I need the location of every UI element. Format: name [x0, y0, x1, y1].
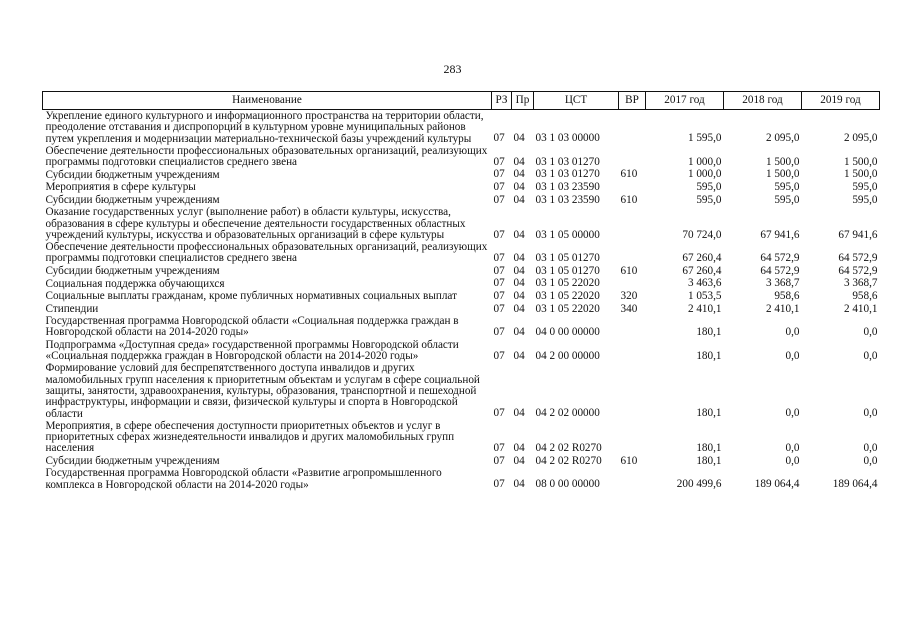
table-row: [43, 168, 880, 181]
table-row: [43, 339, 880, 363]
row-pr: 04: [513, 252, 525, 265]
table-row: [43, 241, 880, 265]
row-pr: 04: [513, 478, 525, 491]
row-name: Укрепление единого культурного и информационного пространства на территории области, преодоление отставания и диспропорций в культурном уровне муниципальных районов путем укрепления и модернизации материально-технической базы учреждений культуры: [45, 110, 484, 145]
row-vr: 340: [620, 302, 638, 315]
row-vr: 610: [620, 168, 638, 181]
row-rz: 07: [493, 289, 505, 302]
row-name: Социальная поддержка обучающихся: [45, 277, 225, 290]
row-2019: 67 941,6: [838, 228, 878, 241]
row-pr: 04: [513, 228, 525, 241]
row-2017: 180,1: [696, 454, 722, 467]
row-pr: 04: [513, 442, 525, 455]
table-row: [43, 265, 880, 278]
row-cst: 04 2 02 R0270: [535, 454, 602, 467]
row-2019: 0,0: [863, 407, 878, 420]
table-row: [43, 277, 880, 290]
row-cst: 03 1 05 22020: [535, 302, 600, 315]
table-row: [43, 290, 880, 303]
row-2017: 180,1: [696, 326, 722, 339]
row-pr: 04: [513, 181, 525, 194]
row-2018: 189 064,4: [754, 478, 800, 491]
row-2018: 1 500,0: [765, 155, 800, 168]
table-row: [43, 315, 880, 339]
table-row: [43, 420, 880, 455]
row-rz: 07: [493, 277, 505, 290]
table-row: [43, 362, 880, 419]
row-2017: 180,1: [696, 442, 722, 455]
row-2017: 595,0: [696, 193, 722, 206]
row-vr: [619, 277, 646, 290]
row-name: Формирование условий для беспрепятственного доступа инвалидов и других маломобильных групп населения к приоритетным объектам и услугам в сфере социальной защиты, занятости, здравоохранения, культуры, образования, транспортной и пешеходной инфраструктуры, информации и связи, физической культуры и спорта в Новгородской области: [45, 362, 480, 420]
row-2019: 595,0: [852, 181, 878, 194]
row-name: Обеспечение деятельности профессиональных образовательных организаций, реализующих программы подготовки специалистов среднего звена: [45, 241, 488, 265]
row-2019: 958,6: [852, 289, 878, 302]
row-2018: 3 368,7: [765, 277, 800, 290]
row-rz: 07: [493, 349, 505, 362]
row-vr: [619, 420, 646, 455]
row-rz: 07: [493, 326, 505, 339]
row-rz: 07: [493, 454, 505, 467]
table-row: [43, 206, 880, 241]
table-row: [43, 194, 880, 207]
row-2018: 595,0: [774, 193, 800, 206]
row-cst: 04 2 00 00000: [535, 349, 600, 362]
row-pr: 04: [513, 155, 525, 168]
row-pr: 04: [513, 277, 525, 290]
row-name: Мероприятия, в сфере обеспечения доступности приоритетных объектов и услуг в приоритетных сферах жизнедеятельности инвалидов и других маломобильных групп населения: [45, 419, 455, 455]
table-row: [43, 145, 880, 169]
row-name: Субсидии бюджетным учреждениям: [45, 193, 220, 206]
row-2018: 0,0: [785, 407, 800, 420]
row-2019: 64 572,9: [838, 264, 878, 277]
row-2018: 0,0: [785, 442, 800, 455]
row-name: Социальные выплаты гражданам, кроме публичных нормативных социальных выплат: [45, 290, 457, 303]
header-rz: РЗ: [492, 92, 512, 110]
row-vr: [619, 181, 646, 194]
row-vr: [619, 206, 646, 241]
row-2017: 1 000,0: [687, 155, 722, 168]
row-rz: 07: [493, 132, 505, 145]
row-rz: 07: [493, 181, 505, 194]
row-2019: 64 572,9: [838, 252, 878, 265]
row-pr: 04: [513, 289, 525, 302]
row-pr: 04: [513, 168, 525, 181]
row-name: Обеспечение деятельности профессиональных образовательных организаций, реализующих программы подготовки специалистов среднего звена: [45, 144, 488, 169]
row-rz: 07: [493, 478, 505, 491]
row-2018: 2 095,0: [765, 132, 800, 145]
row-2017: 2 410,1: [687, 302, 722, 315]
row-name: Подпрограмма «Доступная среда» государственной программы Новгородской области «Социальная поддержка граждан в Новгородской области на 2014-2020 годы»: [45, 338, 459, 363]
header-2017: 2017 год: [646, 92, 724, 110]
row-2018: 0,0: [785, 454, 800, 467]
row-pr: 04: [513, 193, 525, 206]
row-vr: [619, 145, 646, 169]
row-name: Оказание государственных услуг (выполнение работ) в области культуры, искусства, образования в сфере культуры и обеспечение деятельности государственных областных учреждений культуры, искусства и образовательных организаций в сфере культуры: [45, 206, 466, 241]
row-vr: [619, 362, 646, 419]
row-cst: 04 2 02 R0270: [535, 442, 602, 455]
row-2017: 595,0: [696, 181, 722, 194]
row-2019: 2 410,1: [843, 302, 878, 315]
row-vr: 320: [620, 289, 638, 302]
row-vr: [619, 315, 646, 339]
row-pr: 04: [513, 264, 525, 277]
row-2017: 180,1: [696, 407, 722, 420]
row-rz: 07: [493, 155, 505, 168]
row-cst: 08 0 00 00000: [535, 478, 600, 491]
row-name: Государственная программа Новгородской области «Социальная поддержка граждан в Новгородской области на 2014-2020 годы»: [45, 315, 459, 339]
header-cst: ЦСТ: [534, 92, 619, 110]
row-rz: 07: [493, 193, 505, 206]
row-2017: 1 595,0: [687, 132, 722, 145]
row-2018: 595,0: [774, 181, 800, 194]
row-rz: 07: [493, 302, 505, 315]
row-pr: 04: [513, 302, 525, 315]
row-2019: 189 064,4: [832, 478, 878, 491]
row-2018: 64 572,9: [760, 264, 800, 277]
row-2018: 958,6: [774, 289, 800, 302]
row-cst: 04 2 02 00000: [535, 407, 600, 420]
row-2019: 0,0: [863, 349, 878, 362]
row-rz: 07: [493, 407, 505, 420]
row-cst: 04 0 00 00000: [535, 326, 600, 339]
row-cst: 03 1 05 22020: [535, 277, 600, 290]
row-rz: 07: [493, 264, 505, 277]
row-2017: 70 724,0: [682, 228, 722, 241]
row-pr: 04: [513, 454, 525, 467]
header-2019: 2019 год: [802, 92, 880, 110]
row-vr: [619, 241, 646, 265]
row-rz: 07: [493, 228, 505, 241]
row-cst: 03 1 05 00000: [535, 228, 600, 241]
row-2019: 1 500,0: [843, 168, 878, 181]
row-2017: 67 260,4: [682, 252, 722, 265]
row-cst: 03 1 05 01270: [535, 252, 600, 265]
row-2018: 1 500,0: [765, 168, 800, 181]
table-row: [43, 467, 880, 491]
row-2017: 1 000,0: [687, 168, 722, 181]
row-vr: 610: [620, 264, 638, 277]
row-2019: 595,0: [852, 193, 878, 206]
row-name: Субсидии бюджетным учреждениям: [45, 454, 220, 467]
row-cst: 03 1 05 22020: [535, 289, 600, 302]
row-cst: 03 1 05 01270: [535, 264, 600, 277]
row-2018: 64 572,9: [760, 252, 800, 265]
budget-table: [42, 91, 880, 491]
row-pr: 04: [513, 349, 525, 362]
row-2017: 200 499,6: [676, 478, 722, 491]
row-rz: 07: [493, 442, 505, 455]
row-2018: 0,0: [785, 326, 800, 339]
row-vr: [619, 110, 646, 145]
row-rz: 07: [493, 168, 505, 181]
page-number: 283: [443, 62, 462, 76]
row-vr: [619, 339, 646, 363]
row-cst: 03 1 03 01270: [535, 155, 600, 168]
row-2018: 67 941,6: [760, 228, 800, 241]
row-name: Стипендии: [45, 302, 99, 315]
table-row: [43, 181, 880, 194]
row-2019: 0,0: [863, 442, 878, 455]
row-2018: 0,0: [785, 349, 800, 362]
row-pr: 04: [513, 407, 525, 420]
header-vr: ВР: [619, 92, 646, 110]
header-pr: Пр: [512, 92, 534, 110]
row-name: Мероприятия в сфере культуры: [45, 181, 196, 194]
row-2019: 1 500,0: [843, 155, 878, 168]
row-2017: 180,1: [696, 349, 722, 362]
row-2017: 3 463,6: [687, 277, 722, 290]
row-vr: 610: [620, 193, 638, 206]
header-name: Наименование: [43, 92, 492, 110]
table-row: [43, 303, 880, 316]
row-vr: [619, 467, 646, 491]
row-pr: 04: [513, 326, 525, 339]
row-name: Субсидии бюджетным учреждениям: [45, 265, 220, 278]
row-2019: 3 368,7: [843, 277, 878, 290]
row-rz: 07: [493, 252, 505, 265]
row-vr: 610: [620, 454, 638, 467]
row-cst: 03 1 03 23590: [535, 181, 600, 194]
table-row: [43, 110, 880, 145]
row-name: Субсидии бюджетным учреждениям: [45, 168, 220, 181]
row-2019: 0,0: [863, 454, 878, 467]
row-pr: 04: [513, 132, 525, 145]
row-2019: 0,0: [863, 326, 878, 339]
row-2018: 2 410,1: [765, 302, 800, 315]
row-2017: 1 053,5: [687, 289, 722, 302]
header-2018: 2018 год: [724, 92, 802, 110]
table-row: [43, 455, 880, 468]
row-cst: 03 1 03 23590: [535, 193, 600, 206]
row-name: Государственная программа Новгородской области «Развитие агропромышленного комплекса в Новгородской области на 2014-2020 годы»: [45, 467, 442, 491]
table-header-row: [43, 92, 880, 110]
row-2019: 2 095,0: [843, 132, 878, 145]
row-cst: 03 1 03 00000: [535, 132, 600, 145]
row-cst: 03 1 03 01270: [535, 168, 600, 181]
row-2017: 67 260,4: [682, 264, 722, 277]
